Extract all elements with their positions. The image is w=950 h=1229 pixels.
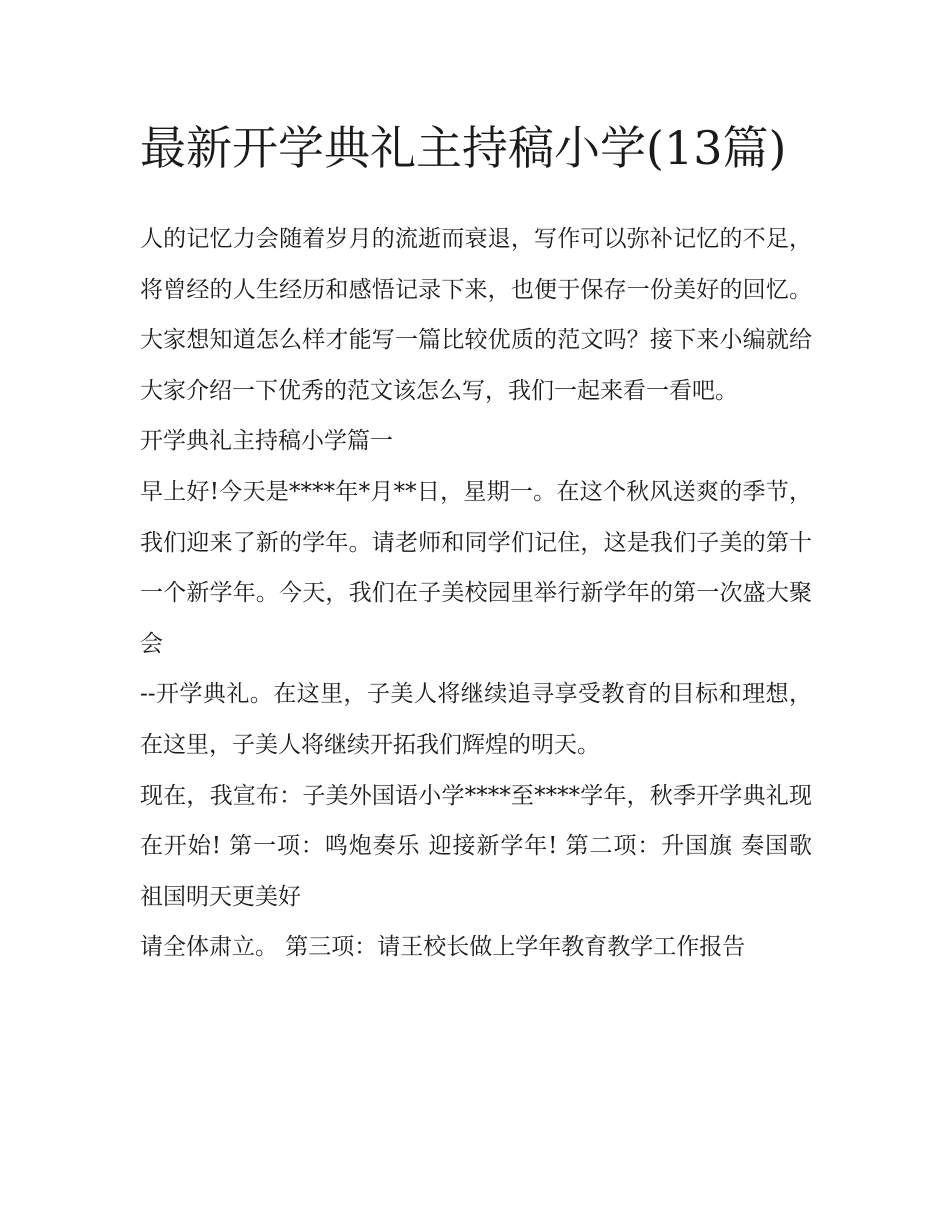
body-paragraph: 早上好!今天是****年*月**日，星期一。在这个秋风送爽的季节，我们迎来了新的学年。请老师和同学们记住，这是我们子美的第十一个新学年。今天，我们在子美校园里举行新学年的第一次盛大聚会 [140,478,812,657]
document-page [140,110,812,973]
body-paragraph: 现在，我宣布：子美外国语小学****至****学年，秋季开学典礼现在开始! 第一项：鸣炮奏乐 迎接新学年! 第二项：升国旗 奏国歌 祖国明天更美好 [140,782,812,910]
body-paragraph: 请全体肃立。 第三项：请王校长做上学年教育教学工作报告 [140,934,746,961]
intro-paragraph: 人的记忆力会随着岁月的流逝而衰退，写作可以弥补记忆的不足，将曾经的人生经历和感悟记录下来，也便于保存一份美好的回忆。大家想知道怎么样才能写一篇比较优质的范文吗？接下来小编就给大家介绍一下优秀的范文该怎么写，我们一起来看一看吧。 [140,226,812,404]
body-paragraph: --开学典礼。在这里，子美人将继续追寻享受教育的目标和理想，在这里，子美人将继续开拓我们辉煌的明天。 [140,681,812,758]
document-title: 最新开学典礼主持稿小学(13篇) [140,121,787,175]
section-heading: 开学典礼主持稿小学篇一 [140,428,393,455]
